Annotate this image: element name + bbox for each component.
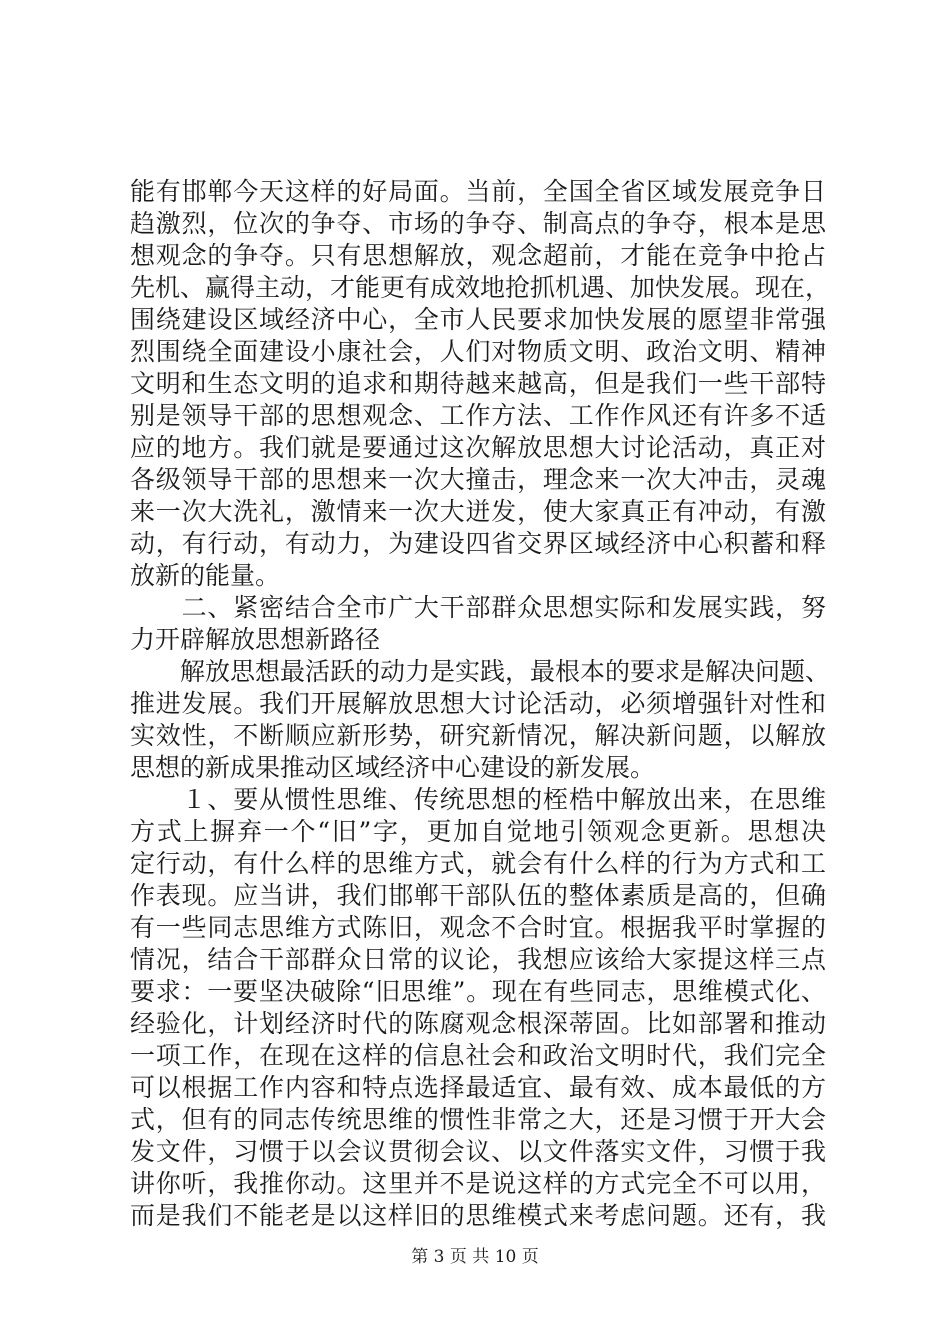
text-line: 定行动，有什么样的思维方式，就会有什么样的行为方式和工 (130, 849, 826, 878)
text-line: 经验化，计划经济时代的陈腐观念根深蒂固。比如部署和推动 (130, 1009, 826, 1038)
text-line: 式，但有的同志传统思维的惯性非常之大，还是习惯于开大会 (130, 1105, 826, 1134)
text-line: 来一次大洗礼，激情来一次大迸发，使大家真正有冲动，有激 (130, 497, 826, 526)
section-heading-line: 二、紧密结合全市广大干部群众思想实际和发展实践，努 (130, 593, 826, 622)
text-line: 各级领导干部的思想来一次大撞击，理念来一次大冲击，灵魂 (130, 465, 826, 494)
text-line: 有一些同志思维方式陈旧，观念不合时宜。根据我平时掌握的 (130, 913, 826, 942)
text-line: 文明和生态文明的追求和期待越来越高，但是我们一些干部特 (130, 369, 826, 398)
text-line: 方式上摒弃一个“旧”字，更加自觉地引领观念更新。思想决 (130, 817, 826, 846)
text-line: 要求：一要坚决破除“旧思维”。现在有些同志，思维模式化、 (130, 977, 826, 1006)
text-line: 而是我们不能老是以这样旧的思维模式来考虑问题。还有，我 (130, 1201, 826, 1230)
text-line: 应的地方。我们就是要通过这次解放思想大讨论活动，真正对 (130, 433, 826, 462)
text-line: １、要从惯性思维、传统思想的桎梏中解放出来，在思维 (130, 785, 826, 814)
text-line: 情况，结合干部群众日常的议论，我想应该给大家提这样三点 (130, 945, 826, 974)
text-line: 想观念的争夺。只有思想解放，观念超前，才能在竞争中抢占 (130, 241, 826, 270)
text-line: 推进发展。我们开展解放思想大讨论活动，必须增强针对性和 (130, 689, 826, 718)
text-line: 实效性，不断顺应新形势，研究新情况，解决新问题，以解放 (130, 721, 826, 750)
text-line: 作表现。应当讲，我们邯郸干部队伍的整体素质是高的，但确 (130, 881, 826, 910)
text-line: 先机、赢得主动，才能更有成效地抢抓机遇、加快发展。现在， (130, 273, 831, 302)
text-line: 趋激烈，位次的争夺、市场的争夺、制高点的争夺，根本是思 (130, 209, 826, 238)
text-line: 解放思想最活跃的动力是实践，最根本的要求是解决问题、 (130, 657, 831, 686)
text-line: 烈围绕全面建设小康社会，人们对物质文明、政治文明、精神 (130, 337, 826, 366)
text-line: 能有邯郸今天这样的好局面。当前，全国全省区域发展竞争日 (130, 177, 826, 206)
section-heading-line: 力开辟解放思想新路径 (130, 625, 381, 654)
text-line: 放新的能量。 (130, 561, 281, 590)
page-footer: 第 3 页 共 10 页 (411, 1247, 539, 1267)
text-line: 别是领导干部的思想观念、工作方法、工作作风还有许多不适 (130, 401, 826, 430)
text-line: 一项工作，在现在这样的信息社会和政治文明时代，我们完全 (130, 1041, 826, 1070)
text-line: 可以根据工作内容和特点选择最适宜、最有效、成本最低的方 (130, 1073, 826, 1102)
text-line: 围绕建设区域经济中心，全市人民要求加快发展的愿望非常强 (130, 305, 826, 334)
text-line: 动，有行动，有动力，为建设四省交界区域经济中心积蓄和释 (130, 529, 826, 558)
text-line: 思想的新成果推动区域经济中心建设的新发展。 (130, 753, 656, 782)
text-line: 讲你听，我推你动。这里并不是说这样的方式完全不可以用， (130, 1169, 826, 1198)
text-line: 发文件，习惯于以会议贯彻会议、以文件落实文件，习惯于我 (130, 1137, 826, 1166)
